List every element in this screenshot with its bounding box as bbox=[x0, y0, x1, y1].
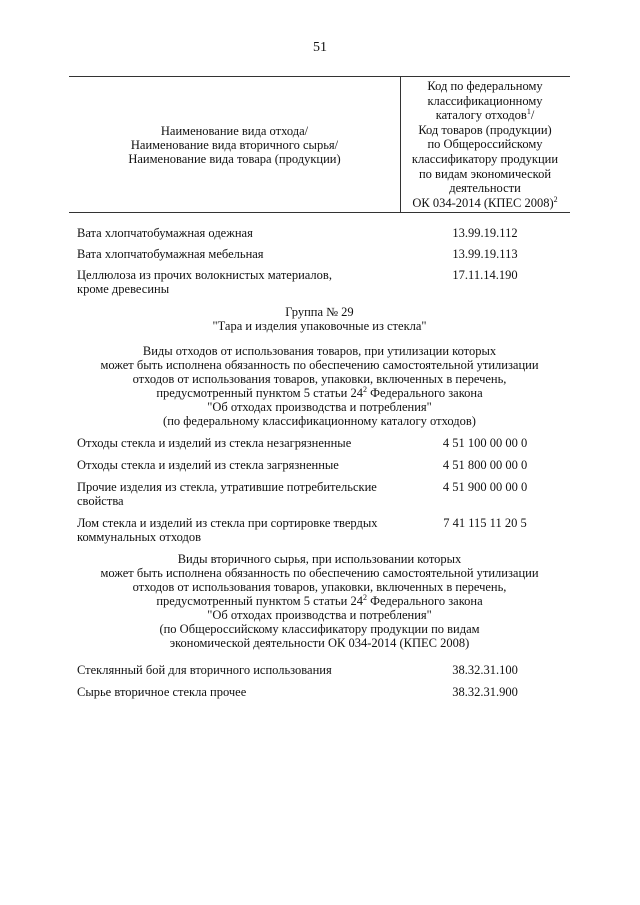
group-title: "Тара и изделия упаковочные из стекла" bbox=[212, 319, 427, 333]
header-name-column bbox=[69, 124, 400, 166]
header-code-line: деятельности bbox=[449, 181, 521, 196]
header-code-line: Код товаров (продукции) bbox=[418, 122, 552, 137]
header-code-line: по видам экономической bbox=[418, 166, 552, 181]
table-row-name: Прочие изделия из стекла, утратившие потребительские свойства bbox=[77, 480, 377, 508]
section-secondary-caption: Виды вторичного сырья, при использовании которых может быть исполнена обязанность по обеспечению самостоятельной утилизации отходов от использования товаров, упаковки, включенных в перечень, предусмотренный пунктом 5 статьи $24^2$ Федерального закона "Об отходах производства и потребления" (по Общероссийскому классификатору продукции по видам экономической деятельности ОК 034-2014 (КПЕС 2008) bbox=[100, 552, 539, 650]
table-row-name: Отходы стекла и изделий из стекла незагрязненные bbox=[77, 436, 352, 450]
header-code-line: ОК 034-2014 (КПЕС 2008)$^2$ bbox=[412, 194, 558, 210]
header-name-line: Наименование вида отхода/ bbox=[160, 124, 309, 138]
table-row-code: 4 51 900 00 00 0 bbox=[442, 480, 528, 494]
group-number: Группа № 29 bbox=[285, 305, 354, 319]
table-row-code: 38.32.31.900 bbox=[452, 685, 518, 699]
table-row-name: Сырье вторичное стекла прочее bbox=[77, 685, 247, 699]
table-row-name: Вата хлопчатобумажная одежная bbox=[77, 226, 253, 240]
header-code-line: каталогу отходов$^1$/ bbox=[435, 107, 535, 123]
table-row-name: Лом стекла и изделий из стекла при сортировке твердых коммунальных отходов bbox=[77, 516, 378, 544]
header-code-line: по Общероссийскому bbox=[427, 137, 543, 152]
header-code-line: классификатору продукции bbox=[411, 151, 559, 166]
table-row-code: 4 51 100 00 00 0 bbox=[442, 436, 528, 450]
header-name-line: Наименование вида товара (продукции) bbox=[128, 152, 341, 166]
table-row-code: 4 51 800 00 00 0 bbox=[442, 458, 528, 472]
table-row-code: 13.99.19.113 bbox=[452, 247, 518, 261]
footnote-mark: 2 bbox=[553, 194, 558, 204]
table-row-code: 13.99.19.112 bbox=[452, 226, 518, 240]
header-code-line: Код по федеральному bbox=[427, 79, 543, 93]
table-row-code: 38.32.31.100 bbox=[452, 663, 518, 677]
footnote-mark: 2 bbox=[362, 592, 367, 602]
table-top-rule bbox=[69, 76, 570, 77]
section-waste-caption: Виды отходов от использования товаров, при утилизации которых может быть исполнена обязанность по обеспечению самостоятельной утилизации отходов от использования товаров, упаковки, включенных в перечень, предусмотренный пунктом 5 статьи $24^2$ Федерального закона "Об отходах производства и потребления" (по федеральному классификационному каталогу отходов) bbox=[100, 344, 539, 428]
table-row-code: 7 41 115 11 20 5 bbox=[443, 516, 527, 530]
page-number: 51 bbox=[313, 40, 327, 55]
table-row-name: Целлюлоза из прочих волокнистых материалов, кроме древесины bbox=[77, 268, 332, 296]
table-row-name: Стеклянный бой для вторичного использования bbox=[77, 663, 332, 677]
table-row-name: Вата хлопчатобумажная мебельная bbox=[77, 247, 264, 261]
table-row-code: 17.11.14.190 bbox=[452, 268, 518, 282]
group-heading bbox=[69, 305, 570, 333]
footnote-mark: 1 bbox=[526, 107, 531, 117]
footnote-mark: 2 bbox=[362, 384, 367, 394]
header-code-line: классификационному bbox=[427, 93, 543, 108]
header-bottom-rule bbox=[69, 212, 570, 213]
table-row-name: Отходы стекла и изделий из стекла загрязненные bbox=[77, 458, 339, 472]
header-name-line: Наименование вида вторичного сырья/ bbox=[130, 138, 339, 152]
header-code-column bbox=[400, 79, 570, 210]
